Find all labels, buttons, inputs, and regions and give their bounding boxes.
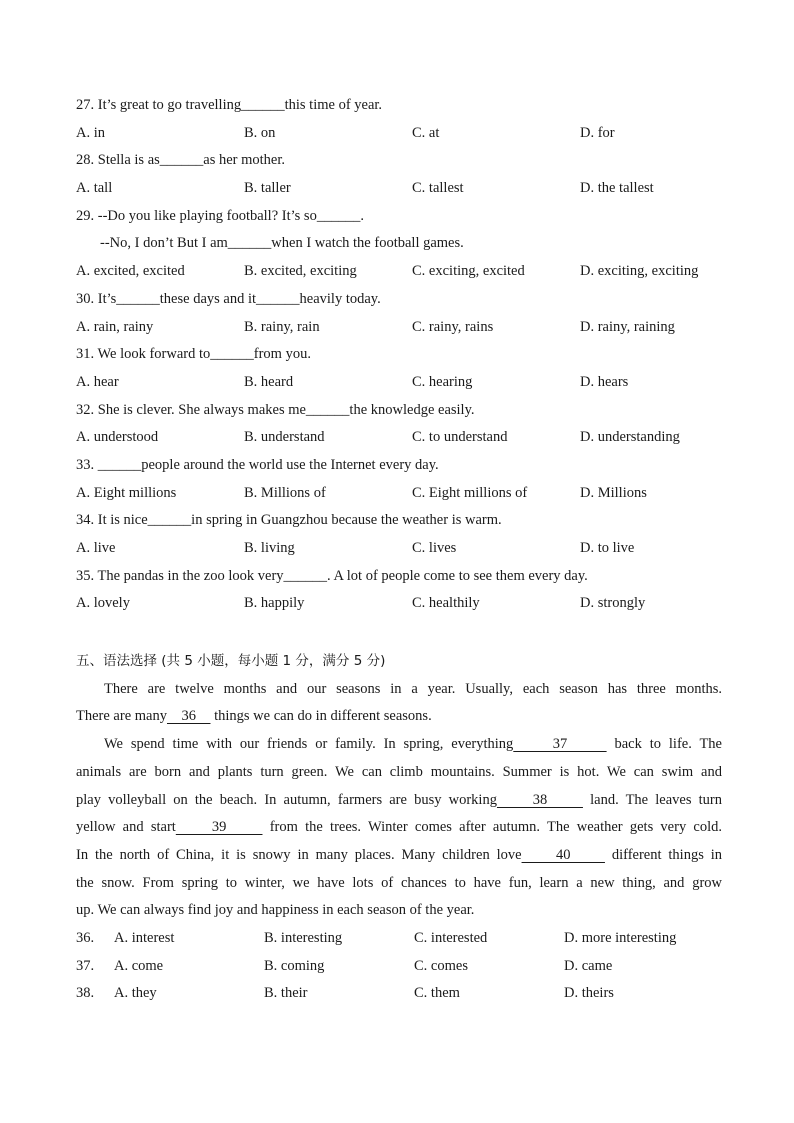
option-d: D. the tallest	[580, 180, 654, 197]
option-c: C. exciting, excited	[412, 263, 525, 280]
passage-text: land. The leaves turn	[582, 791, 722, 808]
option-d: D. theirs	[564, 985, 614, 1002]
passage-line: up. We can always find joy and happiness in each season of the year.	[76, 902, 475, 919]
option-b: B. coming	[264, 957, 325, 974]
option-b: B. interesting	[264, 929, 343, 946]
question-31	[76, 341, 722, 369]
option-c: C. rainy, rains	[412, 318, 494, 335]
passage-line	[76, 731, 722, 759]
passage-line	[76, 842, 722, 870]
option-a: A. they	[114, 985, 157, 1002]
question-34-options	[76, 535, 722, 563]
option-b: B. their	[264, 985, 308, 1002]
question-31-options	[76, 369, 722, 397]
option-d: D. more interesting	[564, 929, 677, 946]
question-stem: 28. Stella is as______as her mother.	[76, 152, 286, 169]
question-27-options	[76, 120, 722, 148]
question-32	[76, 397, 722, 425]
blank-36: 36	[166, 708, 211, 725]
question-number: 36.	[76, 929, 95, 946]
option-a: A. excited, excited	[76, 263, 185, 280]
spacer	[76, 618, 722, 648]
question-stem: 33. ______people around the world use the Internet every day.	[76, 456, 439, 473]
question-stem: 29. --Do you like playing football? It’s so______.	[76, 207, 364, 224]
question-28	[76, 147, 722, 175]
option-c: C. them	[414, 985, 460, 1002]
option-b: B. living	[244, 540, 295, 556]
question-29-options	[76, 258, 722, 286]
question-28-options	[76, 175, 722, 203]
option-b: B. taller	[244, 180, 291, 197]
option-a: A. lovely	[76, 595, 130, 612]
question-30-options	[76, 314, 722, 342]
option-c: C. hearing	[412, 373, 473, 390]
passage-text: There are many	[76, 708, 167, 725]
grammar-question-38-options	[76, 980, 722, 1008]
option-d: D. exciting, exciting	[580, 263, 699, 280]
passage-text: different things in	[604, 846, 723, 863]
question-number: 37.	[76, 957, 95, 974]
option-d: D. rainy, raining	[580, 318, 675, 335]
option-c: C. comes	[414, 957, 468, 974]
option-d: D. Millions	[580, 484, 647, 501]
option-b: B. heard	[244, 373, 294, 390]
option-c: C. to understand	[412, 429, 508, 446]
option-b: B. on	[244, 124, 276, 141]
passage-line	[76, 814, 722, 842]
option-c: C. interested	[414, 929, 488, 946]
option-c: C. lives	[412, 540, 457, 556]
passage-line: the snow. From spring to winter, we have lots of chances to have fun, learn a new thing, and grow	[76, 874, 722, 891]
passage-line: There are twelve months and our seasons in a year. Usually, each season has three months.	[104, 680, 722, 697]
option-c: C. Eight millions of	[412, 484, 528, 501]
option-a: A. rain, rainy	[76, 318, 154, 335]
option-a: A. tall	[76, 180, 113, 197]
question-33-options	[76, 480, 722, 508]
passage-text: In the north of China, it is snowy in many places. Many children love	[76, 846, 522, 863]
question-stem: 30. It’s______these days and it______heavily today.	[76, 290, 381, 307]
question-35	[76, 563, 722, 591]
question-32-options	[76, 424, 722, 452]
option-a: A. hear	[76, 373, 119, 390]
passage-line	[76, 787, 722, 815]
question-stem: 34. It is nice______in spring in Guangzhou because the weather is warm.	[76, 512, 502, 529]
question-number: 38.	[76, 985, 95, 1002]
passage-text: yellow and start	[76, 819, 176, 836]
blank-38: 38	[496, 791, 583, 808]
passage-text: things we can do in different seasons.	[210, 708, 432, 725]
option-b: B. happily	[244, 595, 305, 612]
option-a: A. live	[76, 540, 116, 556]
question-stem: 32. She is clever. She always makes me______the knowledge easily.	[76, 401, 475, 418]
question-30	[76, 286, 722, 314]
question-stem: 31. We look forward to______from you.	[76, 346, 311, 363]
question-34	[76, 507, 722, 535]
option-d: D. to live	[580, 540, 635, 556]
blank-39: 39	[175, 819, 263, 836]
section-heading: 五、语法选择 (共 5 小题，每小题 1 分，满分 5 分)	[76, 653, 386, 670]
option-c: C. at	[412, 124, 440, 141]
option-d: D. for	[580, 124, 615, 141]
option-d: D. came	[564, 957, 613, 974]
option-a: A. interest	[114, 929, 175, 946]
option-b: B. rainy, rain	[244, 318, 320, 335]
passage-text: We spend time with our friends or family. In spring, everything	[104, 736, 514, 753]
passage-line	[76, 703, 722, 731]
grammar-question-37-options	[76, 953, 722, 981]
question-stem-reply: --No, I don’t But I am______when I watch the football games.	[100, 235, 464, 252]
option-a: A. in	[76, 124, 105, 141]
blank-37: 37	[513, 736, 607, 753]
option-a: A. Eight millions	[76, 484, 177, 501]
option-c: C. healthily	[412, 595, 480, 612]
passage-text: back to life. The	[606, 736, 722, 753]
question-29	[76, 203, 722, 231]
option-b: B. excited, exciting	[244, 263, 357, 280]
blank-40: 40	[521, 846, 605, 863]
question-stem: 27. It’s great to go travelling______this time of year.	[76, 97, 383, 113]
option-c: C. tallest	[412, 180, 464, 197]
option-a: A. come	[114, 957, 164, 974]
passage-text: play volleyball on the beach. In autumn, farmers are busy working	[76, 791, 497, 808]
question-27	[76, 92, 722, 120]
question-33	[76, 452, 722, 480]
option-a: A. understood	[76, 429, 159, 446]
passage-line: animals are born and plants turn green. We can climb mountains. Summer is hot. We can swim and	[76, 763, 722, 780]
option-d: D. hears	[580, 373, 629, 390]
option-b: B. Millions of	[244, 484, 326, 501]
grammar-question-36-options	[76, 925, 722, 953]
option-b: B. understand	[244, 429, 325, 446]
option-d: D. understanding	[580, 429, 680, 446]
question-29-reply	[76, 230, 722, 258]
passage-text: from the trees. Winter comes after autumn. The weather gets very cold.	[262, 819, 722, 836]
question-stem: 35. The pandas in the zoo look very______. A lot of people come to see them every day.	[76, 567, 588, 584]
question-35-options	[76, 590, 722, 618]
option-d: D. strongly	[580, 595, 646, 612]
exam-page	[76, 92, 722, 1008]
